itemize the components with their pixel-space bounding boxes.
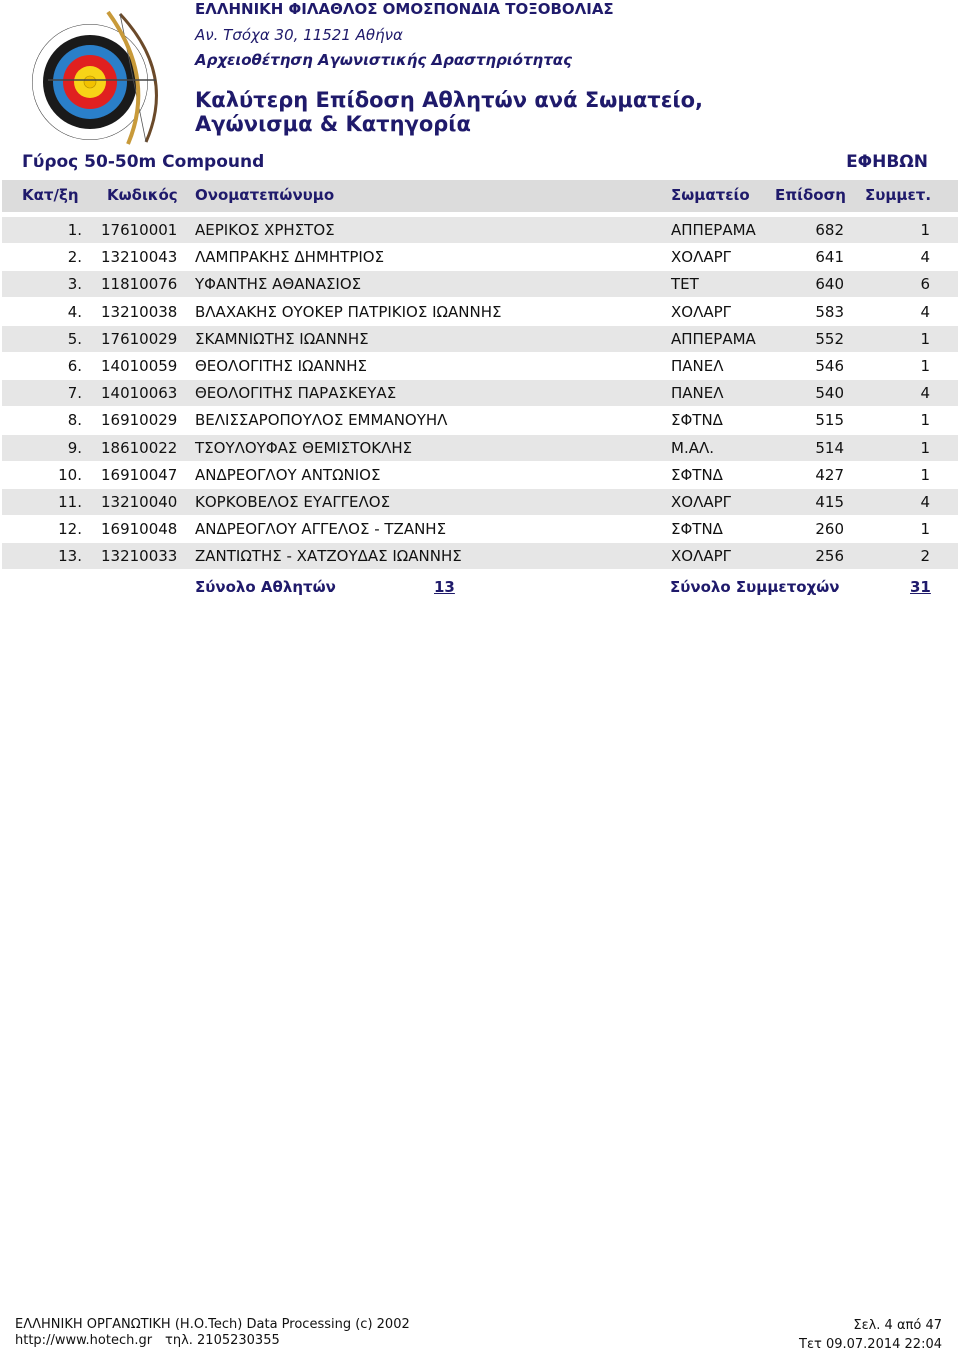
total-participations-value: 31 [910,578,931,596]
row-code: 11810076 [101,275,178,294]
row-rank: 1. [67,221,82,239]
row-club: ΑΠΠΕΡΑΜΑ [671,329,756,348]
total-participations-label: Σύνολο Συμμετοχών [670,578,840,596]
row-name: ΘΕΟΛΟΓΙΤΗΣ ΙΩΑΝΝΗΣ [195,356,367,375]
table-row [2,353,958,379]
table-row [2,326,958,352]
row-score: 546 [815,356,844,375]
row-rank: 2. [67,248,82,267]
row-rank: 9. [67,438,82,457]
row-club: ΧΟΛΑΡΓ [671,248,732,267]
row-participations: 6 [920,275,930,294]
row-score: 256 [815,547,844,566]
footer-url[interactable]: http://www.hotech.gr [15,1333,153,1348]
table-row [2,407,958,433]
col-name-header: Ονοματεπώνυμο [195,186,335,204]
col-score-header: Επίδοση [775,186,846,204]
row-participations: 4 [920,492,930,511]
row-name: ΖΑΝΤΙΩΤΗΣ - ΧΑΤΖΟΥΔΑΣ ΙΩΑΝΝΗΣ [195,547,462,566]
footer-phone: τηλ. 2105230355 [165,1333,280,1348]
col-participations-header: Συμμετ. [865,186,932,204]
row-club: ΠΑΝΕΛ [671,356,724,375]
col-code-header: Κωδικός [107,186,178,204]
row-code: 13210038 [101,302,178,321]
row-club: ΧΟΛΑΡΓ [671,302,732,321]
row-club: ΑΠΠΕΡΑΜΑ [671,221,756,239]
row-participations: 1 [920,221,930,239]
footer-page-number: Σελ. 4 από 47 [853,1318,942,1333]
table-row [2,271,958,297]
age-category: ΕΦΗΒΩΝ [846,152,928,172]
row-code: 16910047 [101,465,178,484]
row-rank: 13. [58,547,82,566]
row-name: ΤΣΟΥΛΟΥΦΑΣ ΘΕΜΙΣΤΟΚΛΗΣ [195,438,413,457]
footer-organization: ΕΛΛΗΝΙΚΗ ΟΡΓΑΝΩΤΙΚΗ (Η.Ο.Tech) Data Processing (c) 2002 [15,1317,410,1332]
row-club: ΤΕΤ [671,275,699,294]
row-name: ΒΕΛΙΣΣΑΡΟΠΟΥΛΟΣ ΕΜΜΑΝΟΥΗΛ [195,411,448,430]
table-row [2,462,958,488]
row-name: ΚΟΡΚΟΒΕΛΟΣ ΕΥΑΓΓΕΛΟΣ [195,492,391,511]
federation-address: Αν. Τσόχα 30, 11521 Αθήνα [195,26,403,44]
row-participations: 1 [920,465,930,484]
row-rank: 6. [67,356,82,375]
row-score: 427 [815,465,844,484]
row-name: ΑΝΔΡΕΟΓΛΟΥ ΑΓΓΕΛΟΣ - ΤΖΑΝΗΣ [195,520,447,539]
row-code: 16910048 [101,520,178,539]
row-participations: 1 [920,520,930,539]
row-participations: 1 [920,438,930,457]
row-name: ΛΑΜΠΡΑΚΗΣ ΔΗΜΗΤΡΙΟΣ [195,248,385,267]
total-athletes-label: Σύνολο Αθλητών [195,578,336,596]
row-rank: 5. [67,329,82,348]
row-score: 415 [815,492,844,511]
row-rank: 7. [67,384,82,403]
report-title-line-1: Καλύτερη Επίδοση Αθλητών ανά Σωματείο, [195,88,703,112]
row-score: 641 [815,248,844,267]
table-row [2,489,958,515]
table-row [2,299,958,325]
row-rank: 10. [58,465,82,484]
row-participations: 1 [920,411,930,430]
table-row [2,543,958,569]
row-score: 515 [815,411,844,430]
table-row [2,516,958,542]
row-score: 640 [815,275,844,294]
row-code: 17610029 [101,329,178,348]
row-participations: 4 [920,384,930,403]
row-rank: 11. [58,492,82,511]
row-name: ΥΦΑΝΤΗΣ ΑΘΑΝΑΣΙΟΣ [195,275,362,294]
archive-subtitle: Αρχειοθέτηση Αγωνιστικής Δραστηριότητας [195,51,572,69]
row-score: 583 [815,302,844,321]
row-code: 13210043 [101,248,178,267]
row-name: ΑΕΡΙΚΟΣ ΧΡΗΣΤΟΣ [195,221,335,239]
row-rank: 4. [67,302,82,321]
row-score: 552 [815,329,844,348]
col-club-header: Σωματείο [671,186,750,204]
row-participations: 2 [920,547,930,566]
table-header [2,180,958,212]
row-club: ΠΑΝΕΛ [671,384,724,403]
row-score: 682 [815,221,844,239]
table-row [2,244,958,270]
row-club: Μ.ΑΛ. [671,438,715,457]
row-name: ΣΚΑΜΝΙΩΤΗΣ ΙΩΑΝΝΗΣ [195,329,369,348]
row-club: ΣΦΤΝΔ [671,520,723,539]
row-participations: 4 [920,248,930,267]
row-participations: 1 [920,329,930,348]
row-club: ΣΦΤΝΔ [671,465,723,484]
table-row [2,435,958,461]
row-code: 14010063 [101,384,178,403]
table-row [2,380,958,406]
table-row [2,217,958,243]
row-name: ΘΕΟΛΟΓΙΤΗΣ ΠΑΡΑΣΚΕΥΑΣ [195,384,397,403]
results-table [2,217,958,570]
report-title-line-2: Αγώνισμα & Κατηγορία [195,112,471,136]
row-code: 14010059 [101,356,178,375]
row-participations: 4 [920,302,930,321]
row-rank: 8. [67,411,82,430]
row-code: 13210040 [101,492,178,511]
row-score: 514 [815,438,844,457]
row-name: ΑΝΔΡΕΟΓΛΟΥ ΑΝΤΩΝΙΟΣ [195,465,381,484]
row-code: 13210033 [101,547,178,566]
row-participations: 1 [920,356,930,375]
row-club: ΣΦΤΝΔ [671,411,723,430]
footer-date: Τετ 09.07.2014 22:04 [799,1337,942,1352]
row-score: 540 [815,384,844,403]
archery-target-logo-icon [28,4,178,149]
row-rank: 3. [67,275,82,294]
row-name: ΒΛΑΧΑΚΗΣ ΟΥΟΚΕΡ ΠΑΤΡΙΚΙΟΣ ΙΩΑΝΝΗΣ [195,302,502,321]
row-rank: 12. [58,520,82,539]
col-rank-header: Κατ/ξη [22,186,79,204]
total-athletes-value: 13 [434,578,455,596]
row-code: 16910029 [101,411,178,430]
federation-name: ΕΛΛΗΝΙΚΗ ΦΙΛΑΘΛΟΣ ΟΜΟΣΠΟΝΔΙΑ ΤΟΞΟΒΟΛΙΑΣ [195,0,614,18]
round-name: Γύρος 50-50m Compound [22,152,265,172]
row-club: ΧΟΛΑΡΓ [671,547,732,566]
row-code: 17610001 [101,221,178,239]
row-code: 18610022 [101,438,178,457]
row-club: ΧΟΛΑΡΓ [671,492,732,511]
row-score: 260 [815,520,844,539]
